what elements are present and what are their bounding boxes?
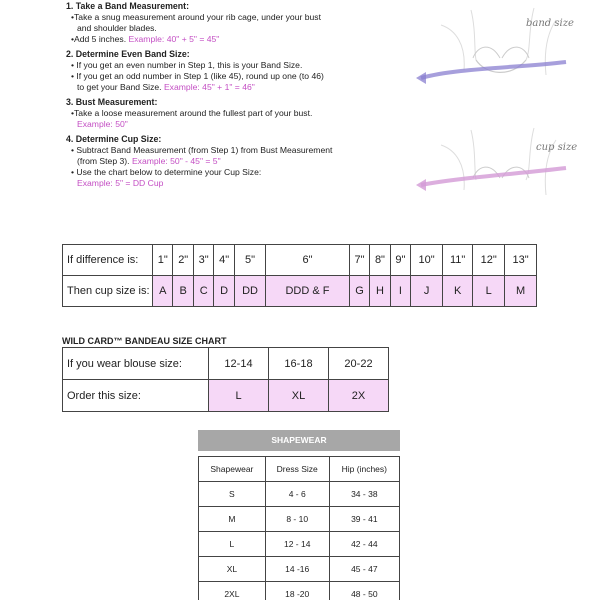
shapewear-cell: L <box>199 532 266 557</box>
cup-size-row <box>63 276 537 307</box>
step-example: Example: 45" + 1" = 46" <box>163 82 255 92</box>
difference-cell: 4" <box>214 245 234 276</box>
step-line <box>66 108 406 119</box>
shapewear-cell: 39 - 41 <box>329 507 399 532</box>
cup-size-chart <box>62 244 537 307</box>
order-size-cell: L <box>209 380 269 412</box>
step-text: and shoulder blades. <box>77 23 157 33</box>
step-line <box>66 167 406 178</box>
blouse-size-cell: 20-22 <box>329 348 389 380</box>
step-example: Example: 50" <box>77 119 128 129</box>
blouse-size-label: If you wear blouse size: <box>63 348 209 380</box>
step-text: •Add 5 inches. <box>71 34 127 44</box>
table-row <box>199 582 400 600</box>
table-row <box>199 557 400 582</box>
shapewear-cell: S <box>199 482 266 507</box>
step-text: • If you get an odd number in Step 1 (like 45), round up one (to 46) <box>71 71 324 81</box>
difference-cell: 12" <box>473 245 505 276</box>
bandeau-chart-title: WILD CARD™ BANDEAU SIZE CHART <box>62 336 227 346</box>
difference-cell: 11" <box>442 245 472 276</box>
cup-size-figure <box>416 120 586 220</box>
difference-label: If difference is: <box>63 245 153 276</box>
shapewear-cell: 14 -16 <box>265 557 329 582</box>
difference-cell: 8" <box>370 245 390 276</box>
step-title: 4. Determine Cup Size: <box>66 134 162 144</box>
cup-size-cell: I <box>390 276 410 307</box>
shapewear-cell: 42 - 44 <box>329 532 399 557</box>
bra-cup-illustration <box>416 120 586 220</box>
step-3 <box>66 97 406 130</box>
shapewear-cell: 8 - 10 <box>265 507 329 532</box>
shapewear-title: SHAPEWEAR <box>198 430 400 451</box>
step-line <box>66 34 406 45</box>
difference-cell: 1" <box>153 245 173 276</box>
step-2 <box>66 49 406 93</box>
difference-cell: 3" <box>193 245 213 276</box>
order-size-label: Order this size: <box>63 380 209 412</box>
shapewear-cell: 4 - 6 <box>265 482 329 507</box>
measurement-steps <box>66 0 406 193</box>
cup-size-cell: K <box>442 276 472 307</box>
bandeau-size-chart <box>62 347 389 412</box>
step-line <box>66 82 406 93</box>
table-row <box>199 482 400 507</box>
shapewear-size-chart <box>198 456 400 600</box>
step-line <box>66 145 406 156</box>
blouse-size-row <box>63 348 389 380</box>
cup-size-cell: C <box>193 276 213 307</box>
shapewear-cell: 18 -20 <box>265 582 329 600</box>
shapewear-header-cell: Shapewear <box>199 457 266 482</box>
step-4 <box>66 134 406 189</box>
step-example: Example: 5" = DD Cup <box>77 178 164 188</box>
difference-row <box>63 245 537 276</box>
step-line <box>66 178 406 189</box>
step-text: •Take a loose measurement around the fullest part of your bust. <box>71 108 313 118</box>
step-title: 1. Take a Band Measurement: <box>66 1 190 11</box>
cup-size-cell: A <box>153 276 173 307</box>
step-line <box>66 71 406 82</box>
order-size-cell: 2X <box>329 380 389 412</box>
band-size-figure <box>416 0 586 100</box>
step-line <box>66 23 406 34</box>
shapewear-header-cell: Hip (inches) <box>329 457 399 482</box>
cup-size-cell: G <box>349 276 369 307</box>
step-line <box>66 60 406 71</box>
difference-cell: 2" <box>173 245 193 276</box>
shapewear-cell: M <box>199 507 266 532</box>
shapewear-cell: 34 - 38 <box>329 482 399 507</box>
step-text: • If you get an even number in Step 1, this is your Band Size. <box>71 60 303 70</box>
order-size-cell: XL <box>269 380 329 412</box>
step-text: to get your Band Size. <box>77 82 162 92</box>
cup-size-cell: H <box>370 276 390 307</box>
shapewear-cell: XL <box>199 557 266 582</box>
difference-cell: 5" <box>234 245 265 276</box>
step-line <box>66 156 406 167</box>
shapewear-header-row <box>199 457 400 482</box>
cup-size-cell: J <box>411 276 443 307</box>
step-example: Example: 50" - 45" = 5" <box>131 156 221 166</box>
table-row <box>199 507 400 532</box>
shapewear-cell: 45 - 47 <box>329 557 399 582</box>
blouse-size-cell: 12-14 <box>209 348 269 380</box>
shapewear-cell: 12 - 14 <box>265 532 329 557</box>
step-line <box>66 119 406 130</box>
difference-cell: 7" <box>349 245 369 276</box>
cup-size-cell: L <box>473 276 505 307</box>
cup-size-cell: DD <box>234 276 265 307</box>
shapewear-header-cell: Dress Size <box>265 457 329 482</box>
cup-size-cell: DDD & F <box>266 276 350 307</box>
cup-size-cell: D <box>214 276 234 307</box>
difference-cell: 10" <box>411 245 443 276</box>
step-text: • Subtract Band Measurement (from Step 1) from Bust Measurement <box>71 145 333 155</box>
step-title: 3. Bust Measurement: <box>66 97 158 107</box>
shapewear-cell: 48 - 50 <box>329 582 399 600</box>
table-row <box>199 532 400 557</box>
order-size-row <box>63 380 389 412</box>
difference-cell: 13" <box>505 245 537 276</box>
step-1 <box>66 1 406 45</box>
band-size-label: band size <box>526 18 574 29</box>
cup-size-cell: B <box>173 276 193 307</box>
cup-size-label: cup size <box>536 142 578 153</box>
step-example: Example: 40" + 5" = 45" <box>128 34 220 44</box>
cup-size-cell: M <box>505 276 537 307</box>
step-text: •Take a snug measurement around your rib cage, under your bust <box>71 12 321 22</box>
shapewear-cell: 2XL <box>199 582 266 600</box>
difference-cell: 9" <box>390 245 410 276</box>
step-text: (from Step 3). <box>77 156 130 166</box>
cup-size-row-label: Then cup size is: <box>63 276 153 307</box>
step-title: 2. Determine Even Band Size: <box>66 49 190 59</box>
step-line <box>66 12 406 23</box>
blouse-size-cell: 16-18 <box>269 348 329 380</box>
difference-cell: 6" <box>266 245 350 276</box>
bra-band-illustration <box>416 0 586 100</box>
step-text: • Use the chart below to determine your Cup Size: <box>71 167 262 177</box>
